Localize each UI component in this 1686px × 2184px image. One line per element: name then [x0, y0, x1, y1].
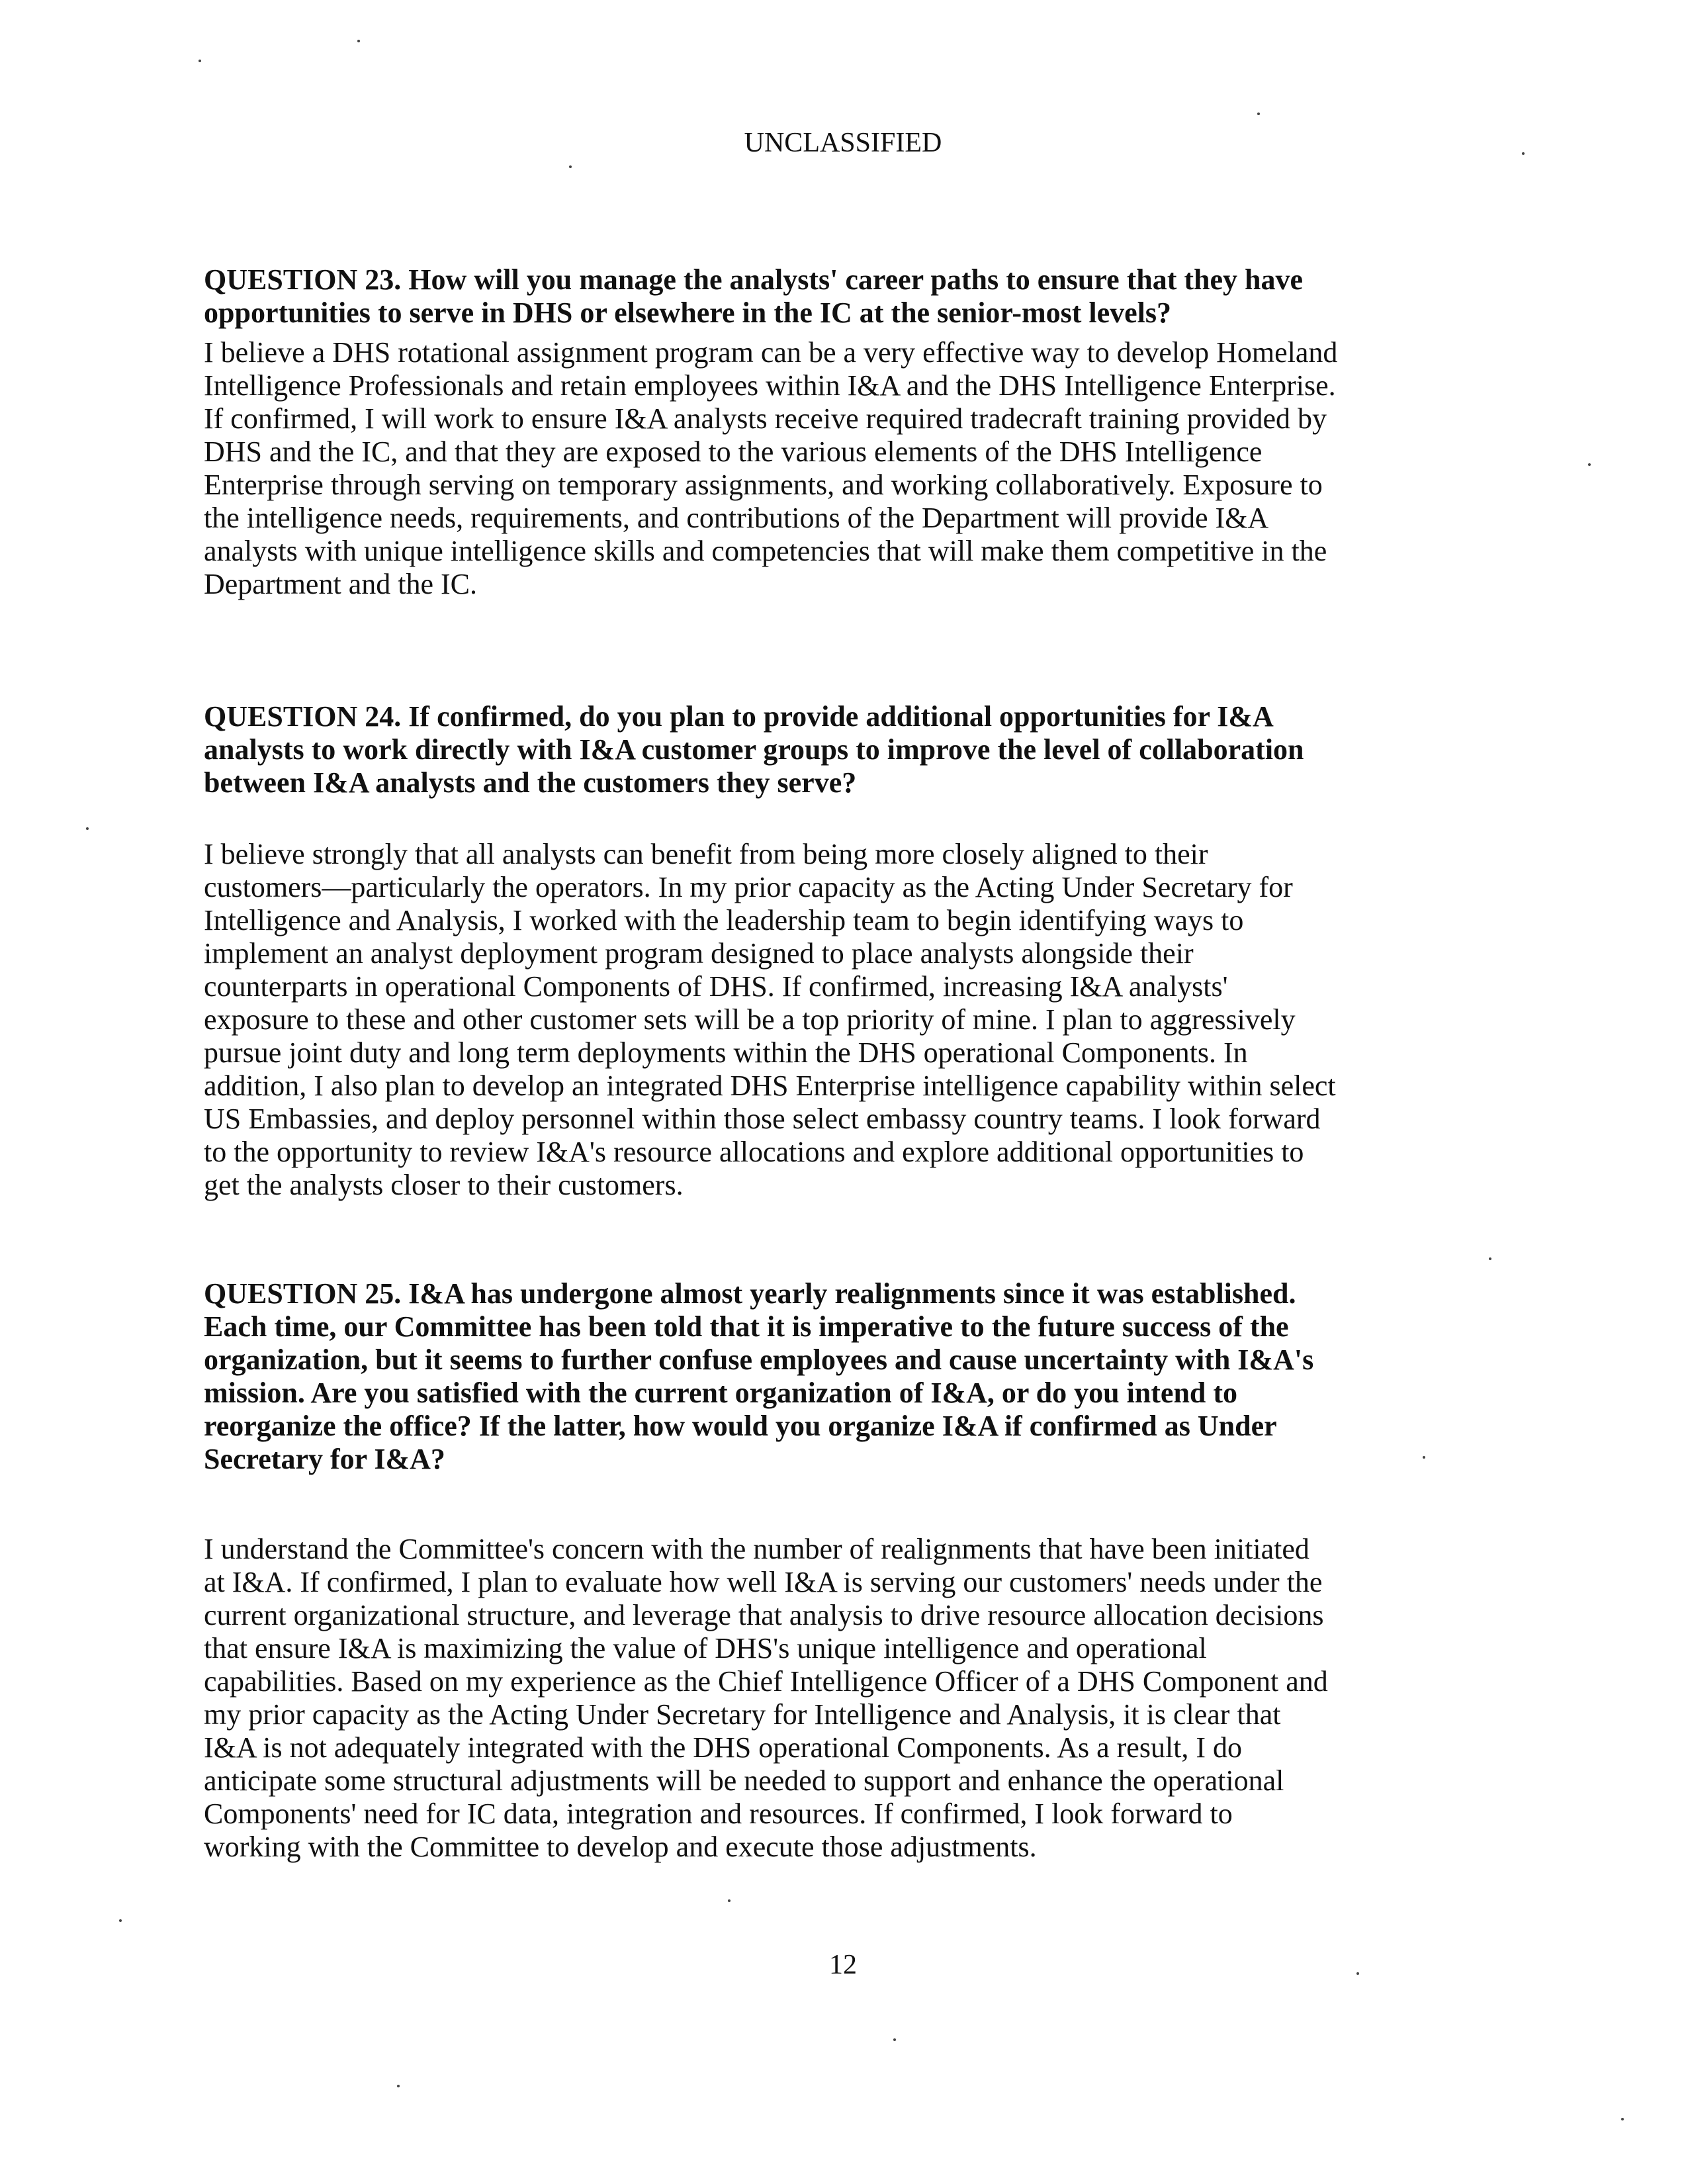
answer-line: counterparts in operational Components of DHS. If confirmed, increasing I&A analysts': [204, 970, 1228, 1003]
question-line: analysts to work directly with I&A customer groups to improve the level of collaboration: [204, 733, 1304, 766]
answer-line: I believe strongly that all analysts can benefit from being more closely aligned to their: [204, 838, 1208, 870]
question-25: [204, 1277, 1461, 1476]
answer-line: anticipate some structural adjustments will be needed to support and enhance the operational: [204, 1764, 1284, 1797]
answer-line: I understand the Committee's concern with the number of realignments that have been initiated: [204, 1533, 1309, 1565]
answer-line: capabilities. Based on my experience as the Chief Intelligence Officer of a DHS Component and: [204, 1665, 1328, 1698]
question-line: Secretary for I&A?: [204, 1443, 445, 1475]
scan-speck: [357, 40, 360, 42]
question-line: Each time, our Committee has been told that it is imperative to the future success of the: [204, 1310, 1289, 1343]
answer-line: Enterprise through serving on temporary assignments, and working collaboratively. Exposure to: [204, 469, 1323, 501]
scan-speck: [1423, 1456, 1425, 1459]
answer-24: [204, 838, 1461, 1202]
question-line: QUESTION 24. If confirmed, do you plan to provide additional opportunities for I&A: [204, 700, 1274, 733]
scan-speck: [1257, 113, 1260, 115]
answer-line: customers—particularly the operators. In my prior capacity as the Acting Under Secretary for: [204, 871, 1293, 903]
question-line: reorganize the office? If the latter, how would you organize I&A if confirmed as Under: [204, 1410, 1277, 1442]
answer-line: DHS and the IC, and that they are exposed to the various elements of the DHS Intelligence: [204, 435, 1263, 468]
answer-line: Intelligence and Analysis, I worked with the leadership team to begin identifying ways to: [204, 904, 1244, 936]
answer-line: Department and the IC.: [204, 568, 477, 600]
scan-speck: [119, 1919, 122, 1922]
scan-speck: [569, 165, 572, 168]
answer-line: implement an analyst deployment program designed to place analysts alongside their: [204, 937, 1194, 970]
answer-25: [204, 1533, 1461, 1864]
question-line: organization, but it seems to further confuse employees and cause uncertainty with I&A's: [204, 1343, 1314, 1376]
scan-speck: [893, 2038, 896, 2041]
answer-line: my prior capacity as the Acting Under Secretary for Intelligence and Analysis, it is clear that: [204, 1698, 1281, 1731]
answer-line: get the analysts closer to their customers.: [204, 1169, 684, 1201]
answer-line: working with the Committee to develop and execute those adjustments.: [204, 1831, 1037, 1863]
scan-speck: [199, 60, 201, 62]
answer-23: [204, 336, 1461, 601]
scan-speck: [1356, 1972, 1359, 1975]
answer-line: I believe a DHS rotational assignment program can be a very effective way to develop Homeland: [204, 336, 1338, 369]
answer-line: Intelligence Professionals and retain employees within I&A and the DHS Intelligence Enterprise.: [204, 369, 1336, 402]
question-24: [204, 700, 1461, 799]
answer-line: exposure to these and other customer sets will be a top priority of mine. I plan to aggressively: [204, 1003, 1296, 1036]
scan-speck: [397, 2085, 400, 2087]
scan-speck: [1588, 463, 1591, 466]
classification-header: UNCLASSIFIED: [744, 128, 942, 158]
answer-line: If confirmed, I will work to ensure I&A analysts receive required tradecraft training provided by: [204, 402, 1327, 435]
answer-line: that ensure I&A is maximizing the value of DHS's unique intelligence and operational: [204, 1632, 1207, 1664]
answer-line: the intelligence needs, requirements, and contributions of the Department will provide I&A: [204, 502, 1269, 534]
question-line: between I&A analysts and the customers they serve?: [204, 766, 857, 799]
page-number: 12: [829, 1950, 857, 1980]
answer-line: at I&A. If confirmed, I plan to evaluate how well I&A is serving our customers' needs under the: [204, 1566, 1323, 1598]
answer-line: current organizational structure, and leverage that analysis to drive resource allocation decisions: [204, 1599, 1324, 1631]
question-line: mission. Are you satisfied with the current organization of I&A, or do you intend to: [204, 1377, 1238, 1409]
scan-speck: [1489, 1257, 1491, 1260]
answer-line: addition, I also plan to develop an integrated DHS Enterprise intelligence capability within select: [204, 1069, 1336, 1102]
question-line: QUESTION 23. How will you manage the analysts' career paths to ensure that they have: [204, 263, 1304, 296]
scan-speck: [86, 827, 89, 830]
answer-line: Components' need for IC data, integration and resources. If confirmed, I look forward to: [204, 1797, 1233, 1830]
scan-speck: [1522, 152, 1525, 155]
question-line: QUESTION 25. I&A has undergone almost yearly realignments since it was established.: [204, 1277, 1296, 1310]
scan-speck: [728, 1899, 731, 1902]
scan-speck: [1621, 2118, 1624, 2120]
answer-line: pursue joint duty and long term deployments within the DHS operational Components. In: [204, 1036, 1248, 1069]
answer-line: US Embassies, and deploy personnel within those select embassy country teams. I look forward: [204, 1103, 1321, 1135]
question-23: [204, 263, 1461, 330]
answer-line: I&A is not adequately integrated with the DHS operational Components. As a result, I do: [204, 1731, 1243, 1764]
answer-line: to the opportunity to review I&A's resource allocations and explore additional opportunities to: [204, 1136, 1304, 1168]
question-line: opportunities to serve in DHS or elsewhere in the IC at the senior-most levels?: [204, 296, 1172, 329]
answer-line: analysts with unique intelligence skills and competencies that will make them competitive in the: [204, 535, 1327, 567]
